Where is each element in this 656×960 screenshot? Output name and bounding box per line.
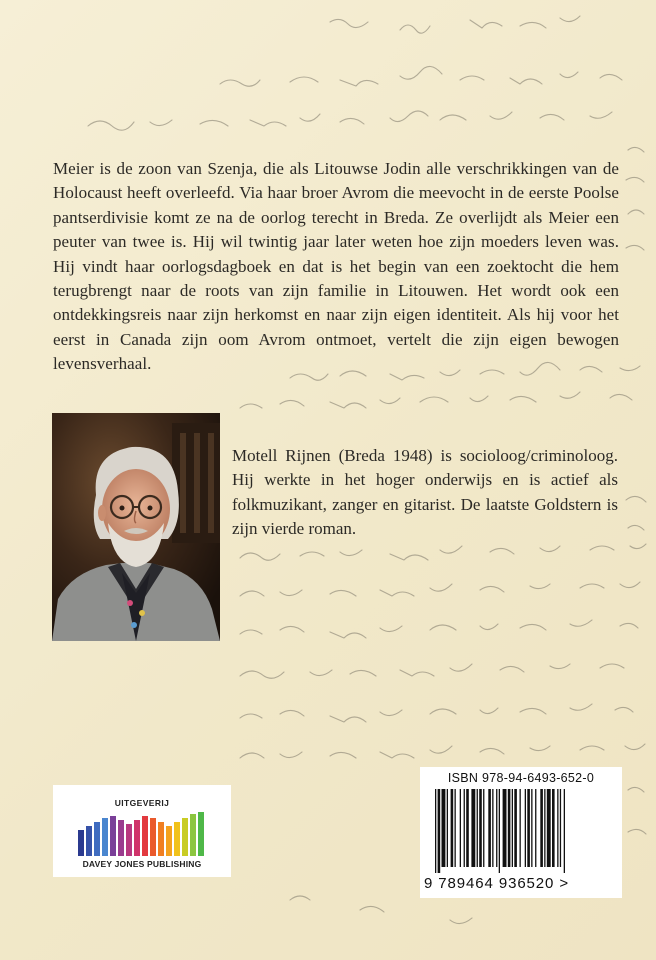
- publisher-logo-top-text: UITGEVERIJ: [114, 798, 170, 808]
- barcode-bar: [525, 789, 526, 867]
- barcode-bar: [544, 789, 545, 867]
- barcode-bar: [483, 789, 484, 867]
- logo-bar: [94, 822, 100, 856]
- logo-bar: [134, 820, 140, 856]
- barcode-bar: [451, 789, 454, 867]
- barcode-bar: [479, 789, 482, 867]
- logo-bar: [118, 820, 124, 856]
- logo-bar: [182, 818, 188, 856]
- logo-bar: [102, 818, 108, 856]
- isbn-label: ISBN 978-94-6493-652-0: [447, 771, 595, 785]
- author-bio: Motell Rijnen (Breda 1948) is socioloog/criminoloog. Hij werkte in het hoger onderwijs en is actief als folkmuzikant, zanger en gitarist. De laatste Goldstern is zijn vierde roman.: [232, 446, 618, 539]
- barcode-bar: [496, 789, 497, 867]
- barcode-bar: [438, 789, 441, 873]
- logo-bar: [198, 812, 204, 856]
- logo-bar: [126, 824, 132, 856]
- barcode-bar: [503, 789, 507, 867]
- barcode-bar: [564, 789, 565, 873]
- barcode-bar: [508, 789, 511, 867]
- logo-bar: [150, 818, 156, 856]
- barcode-bar: [520, 789, 521, 867]
- logo-bar: [110, 816, 116, 856]
- barcode-bar: [557, 789, 558, 867]
- publisher-logo: [53, 785, 231, 877]
- barcode-bar: [447, 789, 448, 867]
- logo-bar: [158, 822, 164, 856]
- barcode-bar: [499, 789, 500, 873]
- book-blurb: Meier is de zoon van Szenja, die als Litouwse Jodin alle verschrikkingen van de Holocaust heeft overleefd. Via haar broer Avrom die meevocht in de eerste Poolse pantserdivisie komt ze na de oorlog terecht in Breda. Ze overlijdt als Meier een peuter van twee is. Hij wil twintig jaar later weten hoe zijn moeders leven was. Hij vindt haar oorlogsdagboek en dat is het begin van een zoektocht die hem terugbrengt naar de roots van zijn familie in Litouwen. Het wordt ook een ontdekkingsreis naar zijn herkomst en naar zijn eigen identiteit. Als hij voor het eerst in Canada zijn oom Avrom ontmoet, vertelt die zijn eigen bewogen levensverhaal.: [53, 159, 619, 374]
- barcode-bar: [477, 789, 478, 867]
- barcode-bar: [466, 789, 469, 867]
- barcode-bar: [531, 789, 532, 867]
- barcode-bar: [514, 789, 517, 867]
- barcode-bar: [492, 789, 493, 867]
- barcode-bar: [471, 789, 475, 867]
- logo-bar: [86, 826, 92, 856]
- author-photo: [52, 413, 220, 641]
- logo-bar: [166, 826, 172, 856]
- publisher-name: DAVEY JONES PUBLISHING: [82, 859, 202, 869]
- barcode-bar: [552, 789, 555, 867]
- barcode-bar: [535, 789, 536, 867]
- barcode-bar: [527, 789, 530, 867]
- barcode-bar: [547, 789, 551, 867]
- publisher-logo-bars: [76, 812, 208, 856]
- barcode-bars: [425, 789, 617, 873]
- barcode-bar: [488, 789, 491, 867]
- isbn-barcode: [420, 767, 622, 898]
- barcode-bar: [442, 789, 446, 867]
- barcode-bar: [512, 789, 513, 867]
- barcode-bar: [455, 789, 456, 867]
- barcode-bar: [540, 789, 543, 867]
- logo-bar: [142, 816, 148, 856]
- logo-bar: [174, 822, 180, 856]
- logo-bar: [190, 814, 196, 856]
- barcode-bar: [560, 789, 561, 867]
- ean-number: 9 789464 936520 >: [424, 875, 570, 892]
- barcode-bar: [464, 789, 465, 867]
- barcode-bar: [460, 789, 461, 867]
- barcode-bar: [435, 789, 436, 873]
- logo-bar: [78, 830, 84, 856]
